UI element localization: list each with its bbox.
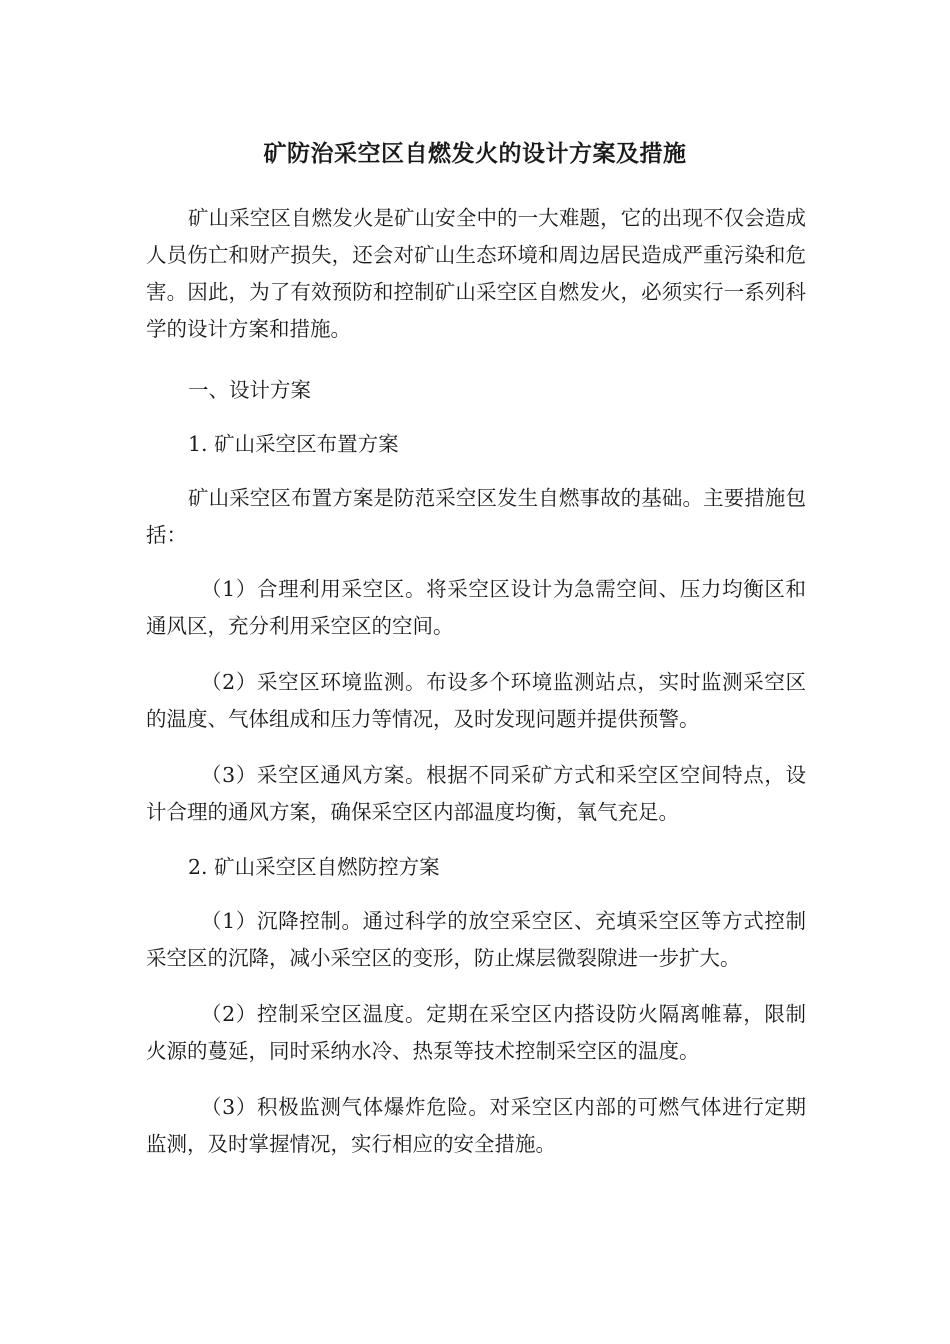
list-item: （3）积极监测气体爆炸危险。对采空区内部的可燃气体进行定期监测，及时掌握情况，实行相应的安全措施。 (146, 1095, 806, 1156)
section-heading-design: 一、设计方案 (188, 378, 311, 402)
list-item: （2）控制采空区温度。定期在采空区内搭设防火隔离帷幕，限制火源的蔓延，同时采纳水冷、热泵等技术控制采空区的温度。 (146, 1002, 806, 1063)
list-item: （3）采空区通风方案。根据不同采矿方式和采空区空间特点，设计合理的通风方案，确保采空区内部温度均衡，氧气充足。 (146, 763, 806, 824)
subsection-heading-layout: 1. 矿山采空区布置方案 (188, 432, 399, 456)
list-item: （1）沉降控制。通过科学的放空采空区、充填采空区等方式控制采空区的沉降，减小采空区的变形，防止煤层微裂隙进一步扩大。 (146, 909, 806, 970)
subsection-heading-prevention: 2. 矿山采空区自燃防控方案 (188, 855, 440, 879)
intro-paragraph: 矿山采空区自燃发火是矿山安全中的一大难题，它的出现不仅会造成人员伤亡和财产损失，还会对矿山生态环境和周边居民造成严重污染和危害。因此，为了有效预防和控制矿山采空区自燃发火，必须实行一系列科学的设计方案和措施。 (146, 206, 806, 341)
layout-intro-paragraph: 矿山采空区布置方案是防范采空区发生自燃事故的基础。主要措施包括： (146, 486, 806, 547)
list-item: （1）合理利用采空区。将采空区设计为急需空间、压力均衡区和通风区，充分利用采空区的空间。 (146, 577, 806, 638)
document-title: 矿防治采空区自燃发火的设计方案及措施 (263, 141, 687, 167)
list-item: （2）采空区环境监测。布设多个环境监测站点，实时监测采空区的温度、气体组成和压力等情况，及时发现问题并提供预警。 (146, 670, 806, 731)
